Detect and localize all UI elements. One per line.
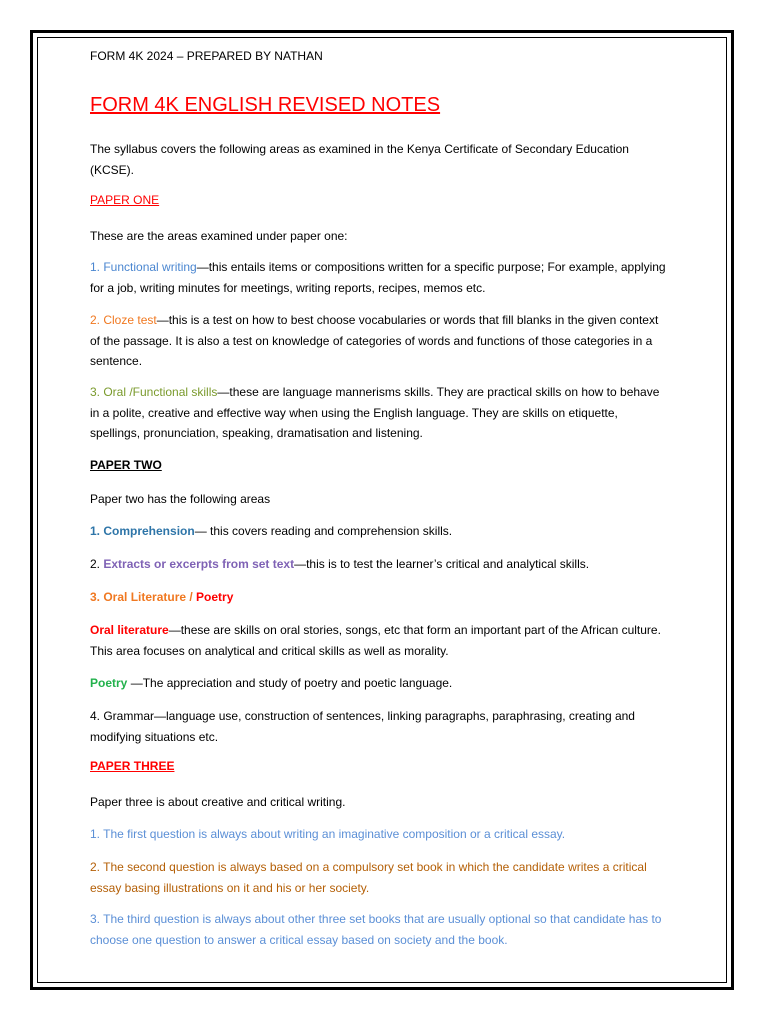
- extracts-number: 2.: [90, 557, 104, 571]
- oral-literature-paragraph: [90, 620, 670, 661]
- paper-two-intro: Paper two has the following areas: [90, 492, 271, 506]
- paper-two-item-3: [90, 587, 670, 608]
- intro-paragraph: The syllabus covers the following areas as examined in the Kenya Certificate of Secondary Education (KCSE).: [90, 142, 629, 177]
- paper-three-item-2: 2. The second question is always based on a compulsory set book in which the candidate writes a critical essay basing illustrations on it and his or her society.: [90, 860, 647, 895]
- paper-one-item-1: [90, 257, 670, 298]
- oral-literature-label: Oral literature: [90, 623, 169, 637]
- functional-writing-text: —this entails items or compositions written for a specific purpose; For example, applying for a job, writing minutes for meetings, writing reports, recipes, memos etc.: [90, 260, 666, 295]
- oral-literature-poetry-label: 3. Oral Literature /: [90, 590, 197, 604]
- paper-three-item-1: 1. The first question is always about writing an imaginative composition or a critical essay.: [90, 827, 566, 841]
- paper-one-item-2: [90, 310, 670, 372]
- paper-three-item-3: 3. The third question is always about other three set books that are usually optional so that candidate has to choose one question to answer a critical essay based on society and the book.: [90, 912, 662, 947]
- paper-one-intro: These are the areas examined under paper one:: [90, 229, 348, 243]
- functional-writing-label: 1. Functional writing: [90, 260, 197, 274]
- extracts-label: Extracts or excerpts from set text: [103, 557, 295, 571]
- poetry-text: —The appreciation and study of poetry and poetic language.: [127, 676, 453, 690]
- paper-three-heading: PAPER THREE: [90, 759, 175, 773]
- paper-two-heading: PAPER TWO: [90, 458, 162, 472]
- document-title: FORM 4K ENGLISH REVISED NOTES: [90, 94, 441, 116]
- poetry-paragraph: [90, 673, 670, 694]
- cloze-test-label: 2. Cloze test: [90, 313, 157, 327]
- extracts-text: —this is to test the learner’s critical and analytical skills.: [294, 557, 590, 571]
- paper-two-item-2: [90, 554, 670, 575]
- paper-two-item-1: [90, 521, 670, 542]
- cloze-test-text: —this is a test on how to best choose vocabularies or words that fill blanks in the given context of the passage. It is also a test on knowledge of categories of words and functions of those categories in a sentence.: [90, 313, 659, 368]
- paper-one-item-3: [90, 382, 670, 444]
- paper-three-intro: Paper three is about creative and critical writing.: [90, 795, 346, 809]
- oral-skills-label: 3. Oral /Functional skills: [90, 385, 218, 399]
- comprehension-label: 1. Comprehension: [90, 524, 195, 538]
- oral-literature-text: —these are skills on oral stories, songs, etc that form an important part of the African culture. This area focuses on analytical and critical skills as well as morality.: [90, 623, 661, 658]
- grammar-paragraph: 4. Grammar—language use, construction of sentences, linking paragraphs, paraphrasing, creating and modifying situations etc.: [90, 709, 635, 744]
- comprehension-text: — this covers reading and comprehension skills.: [194, 524, 453, 538]
- oral-skills-text: —these are language mannerisms skills. They are practical skills on how to behave in a polite, creative and effective way when using the English language. They are skills on etiquette, spellings, pronunciation, speaking, dramatisation and listening.: [90, 385, 660, 440]
- poetry-heading-label: Poetry: [196, 590, 234, 604]
- paper-one-heading: PAPER ONE: [90, 193, 160, 207]
- page-header: FORM 4K 2024 – PREPARED BY NATHAN: [90, 49, 323, 63]
- poetry-label: Poetry: [90, 676, 128, 690]
